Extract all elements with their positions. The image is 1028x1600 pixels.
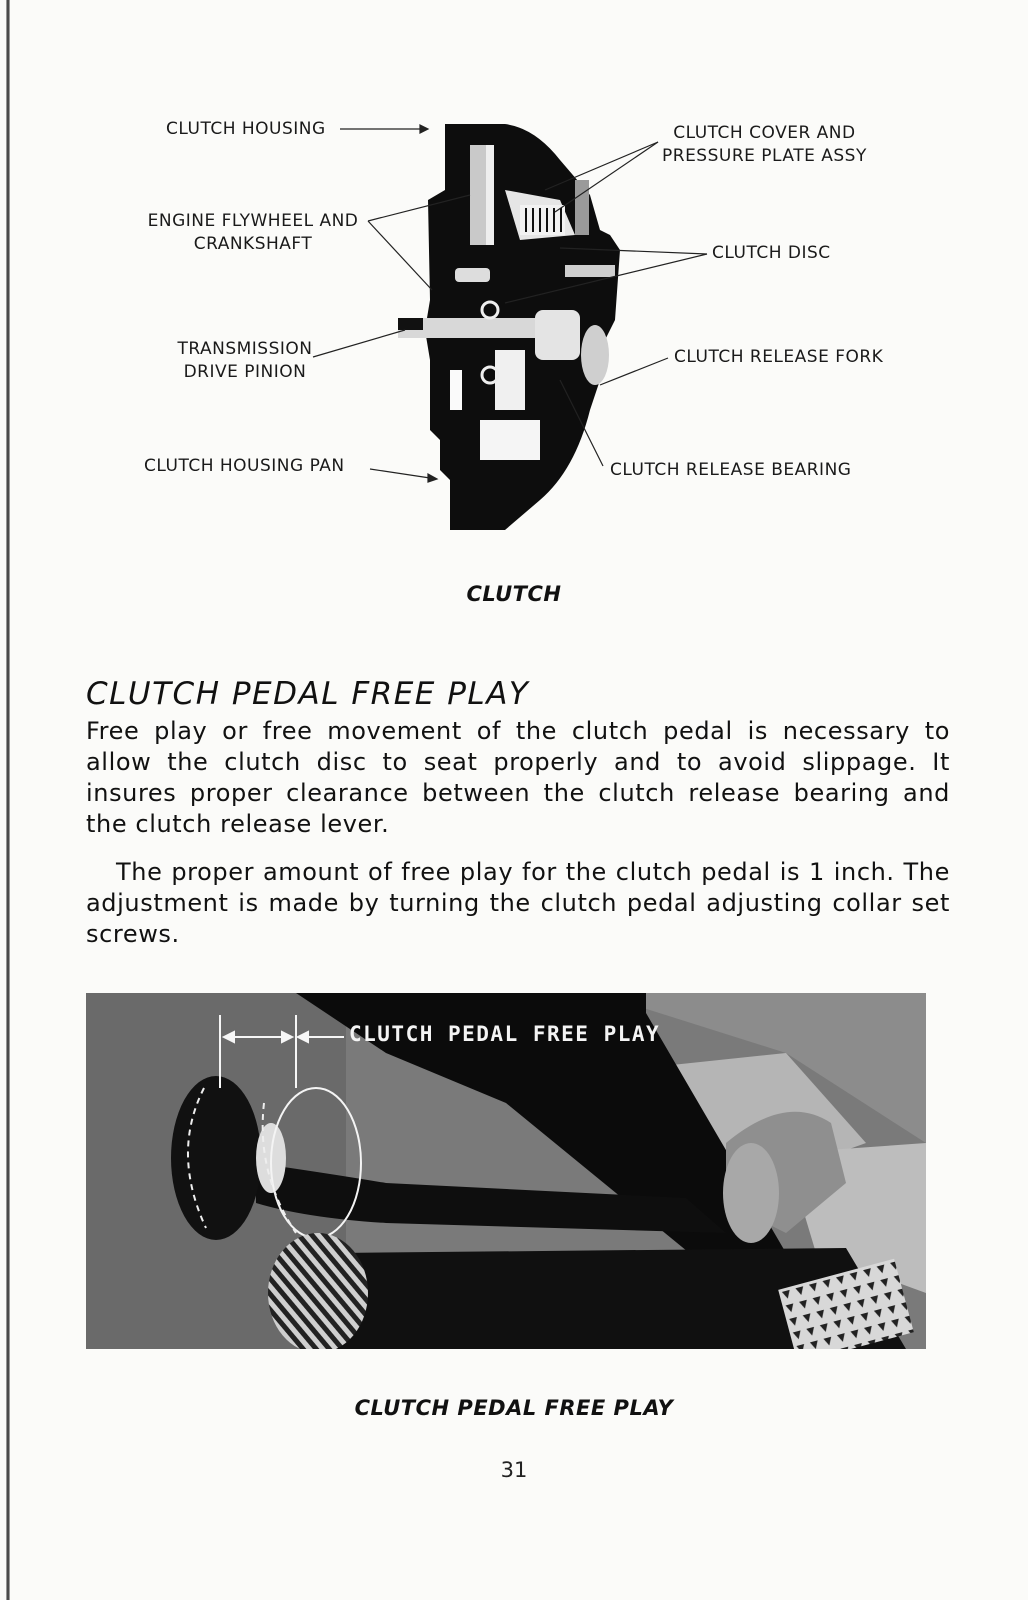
- label-clutch-disc: CLUTCH DISC: [712, 243, 831, 263]
- label-transmission-drive-pinion: [170, 338, 320, 384]
- label-clutch-housing: CLUTCH HOUSING: [166, 119, 326, 139]
- figure-caption-clutch: CLUTCH: [466, 582, 562, 606]
- label-transmission-line2: DRIVE PINION: [183, 362, 307, 382]
- label-clutch-cover: [662, 122, 867, 168]
- label-engine-flywheel-line1: ENGINE FLYWHEEL AND: [147, 211, 359, 231]
- label-clutch-release-fork: CLUTCH RELEASE FORK: [674, 347, 884, 367]
- label-clutch-housing-pan: CLUTCH HOUSING PAN: [144, 456, 345, 476]
- photo-overlay-label: CLUTCH PEDAL FREE PLAY: [349, 1022, 661, 1046]
- label-clutch-cover-line2: PRESSURE PLATE ASSY: [662, 146, 867, 166]
- page-number: 31: [500, 1458, 528, 1482]
- label-transmission-line1: TRANSMISSION: [177, 339, 313, 359]
- label-clutch-release-bearing: CLUTCH RELEASE BEARING: [610, 460, 852, 480]
- pedal-photo-illustration: [86, 993, 926, 1349]
- label-clutch-cover-line1: CLUTCH COVER AND: [673, 123, 856, 143]
- paragraph-free-play-purpose: Free play or free movement of the clutch pedal is necessary to allow the clutch disc to seat properly and to avoid slippage. It insures proper clearance between the clutch release bearing and the clutch release lever.: [86, 717, 950, 838]
- clutch-pedal-photo: [86, 993, 926, 1349]
- paragraph-free-play-adjustment: The proper amount of free play for the clutch pedal is 1 inch. The adjustment is made by turning the clutch pedal adjusting collar set screws.: [86, 858, 950, 948]
- clutch-cutaway-figure: [0, 0, 1028, 560]
- figure-caption-pedal-free-play: CLUTCH PEDAL FREE PLAY: [354, 1396, 674, 1420]
- label-engine-flywheel-line2: CRANKSHAFT: [193, 234, 313, 254]
- section-title: CLUTCH PEDAL FREE PLAY: [86, 676, 530, 712]
- label-engine-flywheel: [140, 210, 366, 256]
